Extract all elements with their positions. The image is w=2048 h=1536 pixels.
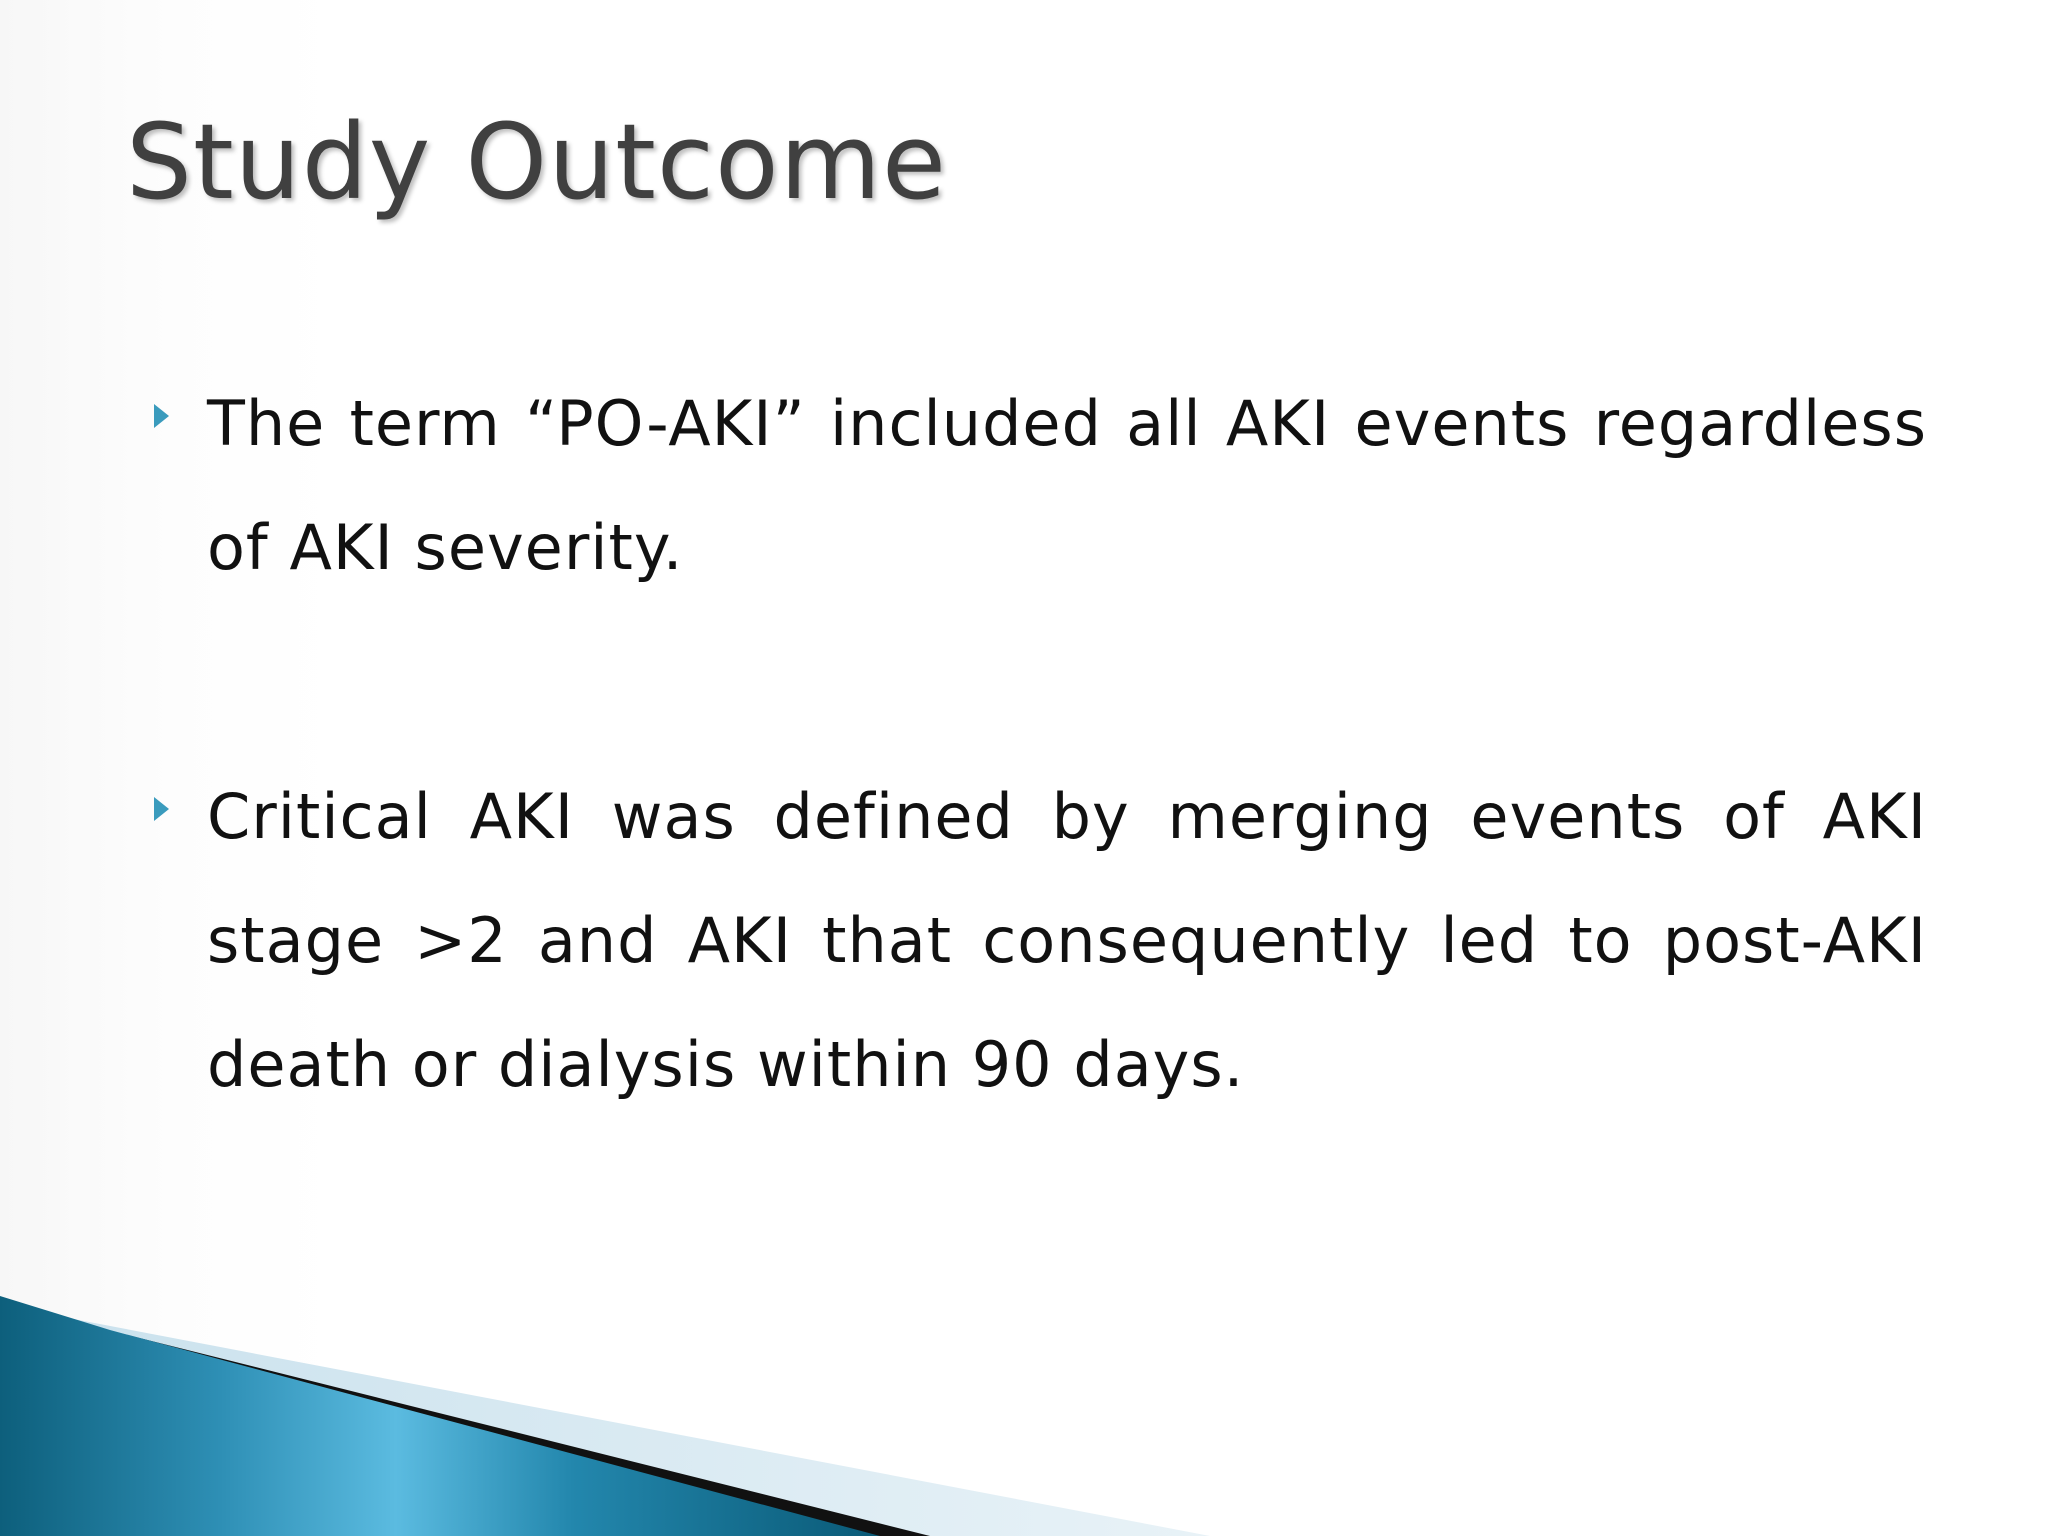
bullet-text: The term “PO-AKI” included all AKI events regardless of AKI severity.	[207, 387, 1927, 584]
bullet-text: Critical AKI was defined by merging events of AKI stage >2 and AKI that consequently led to post-AKI death or dialysis within 90 days.	[207, 780, 1927, 1101]
slide-title: Study Outcome	[126, 101, 947, 223]
